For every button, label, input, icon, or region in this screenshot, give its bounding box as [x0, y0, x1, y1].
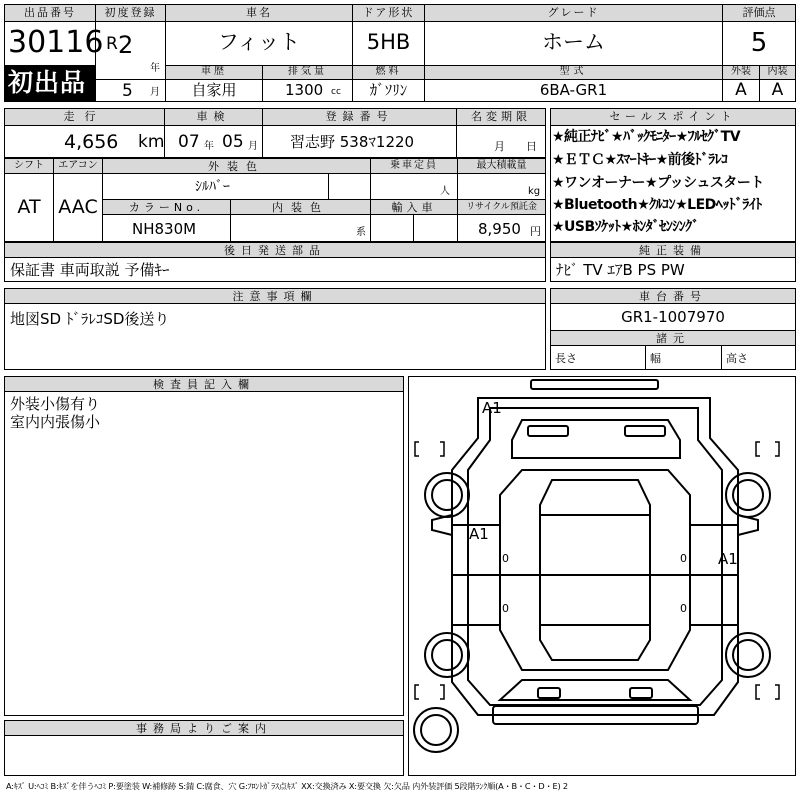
shift-label: シフト	[14, 160, 44, 171]
max-load-label: 最大積載量	[476, 160, 527, 171]
int-color-unit: 系	[356, 227, 366, 238]
door-label: ドア形状	[362, 6, 415, 19]
shift: AT	[17, 196, 41, 218]
displacement-label: 排気量	[288, 66, 327, 77]
first-reg-label: 初度登録	[104, 6, 157, 19]
inspection-year: 07	[178, 132, 200, 152]
color-no-label: カラーNo.	[128, 201, 205, 214]
notes-value: 地図SD ﾄﾞﾗﾚｺSD後送り	[10, 310, 170, 328]
damage-mark-left-door: A1	[469, 525, 489, 543]
capacity-label: 乗車定員	[390, 160, 438, 171]
inspector-label: 検査員記入欄	[153, 378, 255, 391]
first-listing-text: 初出品	[8, 68, 87, 97]
recycle: 8,950	[478, 220, 521, 238]
name-change-month-unit: 月	[494, 140, 505, 153]
car-diagram	[408, 376, 796, 776]
svg-text:0: 0	[680, 552, 687, 565]
import-label: 輸入車	[391, 201, 437, 214]
history: 自家用	[191, 81, 237, 99]
car-name: フィット	[217, 30, 301, 54]
divider	[95, 79, 166, 80]
ext-color-label: 外装色	[208, 160, 265, 173]
max-load-unit: kg	[528, 186, 541, 197]
fuel: ｶﾞｿﾘﾝ	[369, 81, 408, 99]
name-change-day-unit: 日	[526, 140, 537, 153]
divider	[328, 174, 329, 200]
grade-label: グレード	[547, 6, 600, 19]
model: 6BA-GR1	[539, 81, 608, 99]
sales-point-line: ★Bluetooth★ｸﾙｺﾝ★LEDﾍｯﾄﾞﾗｲﾄ	[552, 197, 762, 213]
damage-mark-right-door: A1	[718, 550, 738, 568]
chassis-label: 車台番号	[639, 290, 707, 303]
exterior-label: 外装	[731, 66, 751, 77]
sales-point-label: セールスポイント	[609, 110, 737, 123]
svg-text:0: 0	[680, 602, 687, 615]
score-label: 評価点	[742, 6, 776, 19]
mileage-label: 走行	[63, 110, 106, 123]
office-label: 事務局よりご案内	[136, 722, 272, 735]
history-label: 車歴	[201, 66, 227, 77]
inspection-year-unit: 年	[204, 141, 214, 152]
parts-label: 後日発送部品	[224, 244, 326, 257]
divider	[164, 108, 165, 158]
lot-number: 30116	[8, 25, 104, 60]
equipment-label: 純正装備	[639, 244, 707, 257]
model-label: 型式	[559, 66, 588, 77]
equipment-value: ﾅﾋﾞ TV ｴｱB PS PW	[556, 261, 685, 279]
capacity-unit: 人	[440, 186, 450, 197]
ac: AAC	[58, 196, 98, 218]
ext-color: ｼﾙﾊﾞｰ	[195, 179, 230, 195]
inspection-month-unit: 月	[248, 141, 258, 152]
height-label: 高さ	[726, 352, 748, 365]
svg-text:0: 0	[502, 552, 509, 565]
grade: ホーム	[542, 30, 605, 54]
sales-point-line: ★ワンオーナー★プッシュスタート	[552, 175, 764, 191]
sales-point-line: ★USBｿｹｯﾄ★ﾎﾝﾀﾞｾﾝｼﾝｸﾞ	[552, 219, 699, 235]
interior-grade: A	[771, 80, 784, 100]
length-label: 長さ	[555, 352, 577, 365]
reg-number-label: 登録番号	[325, 110, 394, 123]
divider	[721, 346, 722, 370]
color-no: NH830M	[132, 220, 197, 238]
footer-legend: A:ｷｽﾞ U:ﾍｺﾐ B:ｷｽﾞを伴うﾍｺﾐ P:要塗装 W:補修跡 S:錆 C:腐食、穴 G:ﾌﾛﾝﾄｶﾞﾗｽ点ｷｽﾞ XX:交換済み X:要交換 欠:欠品 内外装評価 5段階ﾗﾝｸ順(A・B・C・D・E) 2	[6, 781, 568, 791]
car-name-label: 車名	[246, 6, 272, 19]
chassis-number: GR1-1007970	[621, 308, 725, 326]
displacement: 1300	[285, 81, 324, 99]
divider	[645, 346, 646, 370]
inspector-line: 室内内張傷小	[10, 413, 101, 431]
ac-label: エアコン	[58, 160, 98, 171]
parts-value: 保証書 車両取説 予備ｷｰ	[10, 261, 170, 279]
int-color-label: 内装色	[272, 201, 329, 214]
notes-label: 注意事項欄	[232, 290, 318, 303]
era: R	[106, 34, 118, 54]
lot-number-label: 出品番号	[24, 6, 76, 19]
svg-text:0: 0	[502, 602, 509, 615]
sales-point-line: ★ＥＴＣ★ｽﾏｰﾄｷｰ★前後ﾄﾞﾗﾚｺ	[552, 152, 728, 168]
door-type: 5HB	[366, 30, 411, 54]
sales-point-line: ★純正ﾅﾋﾞ★ﾊﾞｯｸﾓﾆﾀｰ★ﾌﾙｾｸﾞTV	[552, 129, 741, 145]
month-unit: 月	[150, 87, 160, 98]
damage-mark-rear: A1	[482, 399, 502, 417]
mileage: 4,656	[64, 131, 119, 153]
dims-label: 諸元	[656, 332, 690, 345]
width-label: 幅	[650, 352, 661, 365]
name-change-label: 名変期限	[471, 110, 531, 123]
divider	[413, 215, 414, 242]
exterior-grade: A	[735, 80, 747, 100]
first-reg-year: 2	[118, 31, 134, 59]
score: 5	[750, 28, 768, 58]
inspection-label: 車検	[196, 110, 231, 123]
mileage-unit: km	[138, 132, 165, 152]
recycle-unit: 円	[530, 225, 541, 238]
displacement-unit: cc	[331, 87, 341, 97]
first-reg-month: 5	[122, 81, 133, 101]
year-unit: 年	[150, 63, 160, 74]
inspection-month: 05	[222, 132, 244, 152]
interior-label: 内装	[767, 66, 788, 77]
fuel-label: 燃料	[375, 66, 402, 77]
recycle-label: リサイクル預託金	[466, 202, 537, 212]
reg-number: 習志野 538ﾏ1220	[290, 133, 415, 151]
inspector-line: 外装小傷有り	[10, 395, 101, 413]
